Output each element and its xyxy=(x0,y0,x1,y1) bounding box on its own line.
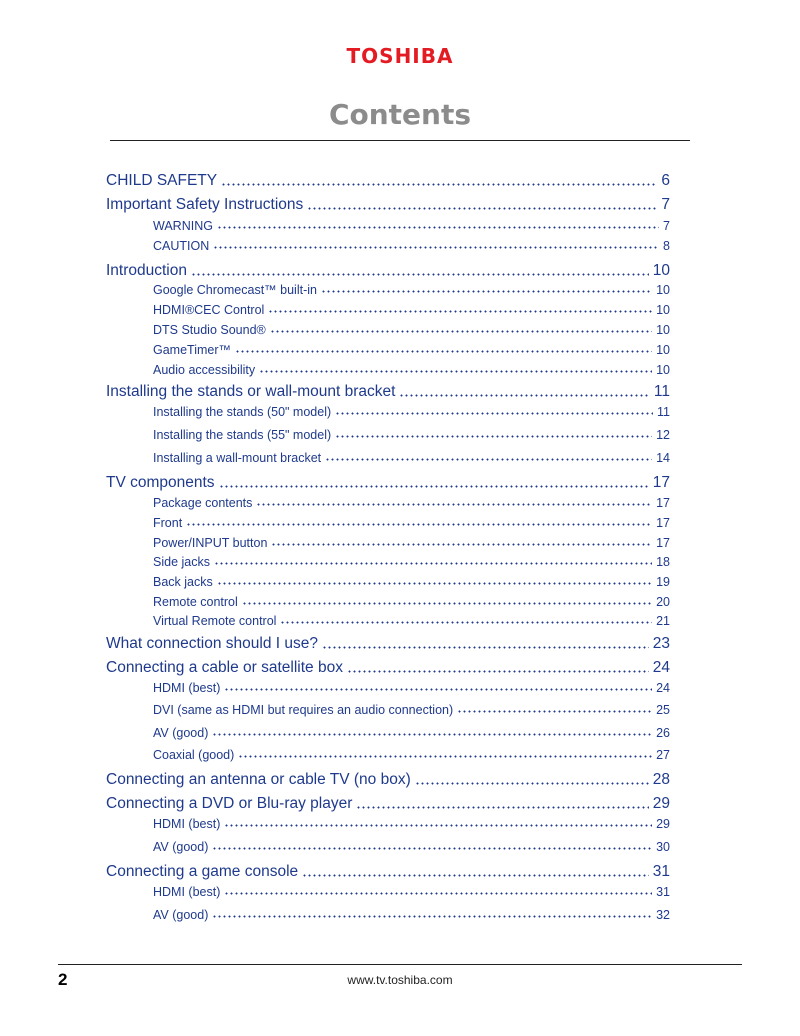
toc-entry-page: 17 xyxy=(652,474,670,491)
toc-entry-label: Front xyxy=(153,516,183,530)
dot-leader xyxy=(212,915,652,918)
toc-entry-label: HDMI®CEC Control xyxy=(153,303,265,317)
toc-entry-page: 21 xyxy=(656,614,670,628)
toc-entry-page: 10 xyxy=(656,343,670,357)
dot-leader xyxy=(186,523,652,526)
toc-entry-page: 17 xyxy=(656,536,670,550)
toc-entry-label: Connecting a DVD or Blu-ray player xyxy=(106,795,353,812)
toc-entry-label: Package contents xyxy=(153,496,253,510)
toc-entry-page: 10 xyxy=(656,363,670,377)
toc-entry-label: Connecting a game console xyxy=(106,863,299,880)
toc-entry-label: Coaxial (good) xyxy=(153,748,235,762)
toc-subsection[interactable] xyxy=(153,726,670,740)
footer-url[interactable]: www.tv.toshiba.com xyxy=(347,973,453,987)
toc-entry-label: Connecting a cable or satellite box xyxy=(106,659,343,676)
toc-subsection[interactable] xyxy=(153,219,670,233)
toc-subsection[interactable] xyxy=(153,817,670,831)
toc-entry-page: 19 xyxy=(656,575,670,589)
dot-leader xyxy=(242,602,652,605)
toc-entry-page: 7 xyxy=(661,196,670,213)
toc-entry-label: HDMI (best) xyxy=(153,681,221,695)
toc-subsection[interactable] xyxy=(153,748,670,762)
toc-entry-page: 10 xyxy=(656,283,670,297)
toc-entry-page: 11 xyxy=(653,383,670,400)
toc-section[interactable] xyxy=(106,383,670,401)
dot-leader xyxy=(224,688,652,691)
toc-entry-page: 31 xyxy=(652,863,670,880)
dot-leader xyxy=(214,562,652,565)
toc-entry-label: Important Safety Instructions xyxy=(106,196,304,213)
toc-subsection[interactable] xyxy=(153,343,670,357)
toc-section[interactable] xyxy=(106,863,670,881)
toc-entry-page: 31 xyxy=(656,885,670,899)
toc-section[interactable] xyxy=(106,172,670,190)
toc-entry-label: GameTimer™ xyxy=(153,343,232,357)
toc-entry-page: 32 xyxy=(656,908,670,922)
toc-entry-page: 8 xyxy=(663,239,670,253)
dot-leader xyxy=(415,782,649,785)
toc-entry-label: Back jacks xyxy=(153,575,213,589)
toc-entry-page: 10 xyxy=(656,303,670,317)
toc-entry-label: CAUTION xyxy=(153,239,210,253)
footer-divider xyxy=(58,964,742,965)
toc-entry-page: 25 xyxy=(656,703,670,717)
toc-entry-label: CHILD SAFETY xyxy=(106,172,218,189)
brand-logo: TOSHIBA xyxy=(346,44,454,68)
toc-entry-page: 20 xyxy=(656,595,670,609)
toc-entry-label: Introduction xyxy=(106,262,187,279)
toc-entry-label: AV (good) xyxy=(153,840,209,854)
toc-entry-page: 7 xyxy=(663,219,670,233)
dot-leader xyxy=(238,755,652,758)
dot-leader xyxy=(212,733,652,736)
toc-entry-page: 17 xyxy=(656,496,670,510)
dot-leader xyxy=(270,330,652,333)
dot-leader xyxy=(256,503,652,506)
toc-entry-page: 17 xyxy=(656,516,670,530)
toc-entry-page: 29 xyxy=(656,817,670,831)
toc-subsection[interactable] xyxy=(153,595,670,609)
toc-entry-label: Side jacks xyxy=(153,555,210,569)
dot-leader xyxy=(325,458,652,461)
toc-entry-label: What connection should I use? xyxy=(106,635,318,652)
toc-entry-label: AV (good) xyxy=(153,726,209,740)
dot-leader xyxy=(217,226,659,229)
toc-entry-label: Installing a wall-mount bracket xyxy=(153,451,322,465)
toc-entry-label: HDMI (best) xyxy=(153,885,221,899)
toc-entry-label: HDMI (best) xyxy=(153,817,221,831)
toc-section[interactable] xyxy=(106,659,670,677)
toc-section[interactable] xyxy=(106,771,670,789)
toc-entry-label: AV (good) xyxy=(153,908,209,922)
dot-leader xyxy=(213,246,659,249)
toc-entry-label: Installing the stands or wall-mount bracket xyxy=(106,383,396,400)
page-title: Contents xyxy=(328,98,472,131)
toc-subsection[interactable] xyxy=(153,428,670,442)
toc-entry-label: WARNING xyxy=(153,219,213,233)
header-divider xyxy=(110,140,690,141)
page-number: 2 xyxy=(58,970,68,989)
toc-entry-label: Power/INPUT button xyxy=(153,536,268,550)
toc-entry-label: Installing the stands (55" model) xyxy=(153,428,332,442)
dot-leader xyxy=(302,874,649,877)
dot-leader xyxy=(191,273,649,276)
dot-leader xyxy=(321,290,652,293)
toc-entry-page: 12 xyxy=(656,428,670,442)
toc-subsection[interactable] xyxy=(153,516,670,530)
toc-entry-label: Google Chromecast™ built-in xyxy=(153,283,317,297)
toc-section[interactable] xyxy=(106,196,670,214)
dot-leader xyxy=(271,543,652,546)
toc-subsection[interactable] xyxy=(153,283,670,297)
dot-leader xyxy=(212,847,652,850)
toc-subsection[interactable] xyxy=(153,323,670,337)
toc-entry-page: 11 xyxy=(657,405,670,419)
toc-section[interactable] xyxy=(106,795,670,813)
toc-subsection[interactable] xyxy=(153,451,670,465)
dot-leader xyxy=(259,370,652,373)
toc-subsection[interactable] xyxy=(153,908,670,922)
toc-entry-page: 23 xyxy=(652,635,670,652)
toc-entry-label: TV components xyxy=(106,474,215,491)
dot-leader xyxy=(399,394,649,397)
toc-entry-label: Connecting an antenna or cable TV (no box) xyxy=(106,771,411,788)
toc-entry-page: 6 xyxy=(661,172,670,189)
toc-subsection[interactable] xyxy=(153,681,670,695)
toc-entry-page: 29 xyxy=(652,795,670,812)
toc-subsection[interactable] xyxy=(153,363,670,377)
toc-entry-page: 10 xyxy=(656,323,670,337)
toc-entry-page: 18 xyxy=(656,555,670,569)
toc-section[interactable] xyxy=(106,474,670,492)
toc-entry-label: Audio accessibility xyxy=(153,363,256,377)
toc-entry-label: Remote control xyxy=(153,595,238,609)
toc-entry-page: 28 xyxy=(652,771,670,788)
dot-leader xyxy=(217,582,652,585)
toc-subsection[interactable] xyxy=(153,614,670,628)
toc-entry-page: 24 xyxy=(656,681,670,695)
dot-leader xyxy=(224,824,652,827)
dot-leader xyxy=(307,207,657,210)
dot-leader xyxy=(235,350,652,353)
dot-leader xyxy=(335,412,653,415)
dot-leader xyxy=(347,670,649,673)
toc-subsection[interactable] xyxy=(153,303,670,317)
dot-leader xyxy=(268,310,652,313)
dot-leader xyxy=(219,485,649,488)
toc-entry-page: 10 xyxy=(652,262,670,279)
dot-leader xyxy=(322,646,649,649)
toc-section[interactable] xyxy=(106,262,670,280)
toc-section[interactable] xyxy=(106,635,670,653)
toc-entry-label: Installing the stands (50" model) xyxy=(153,405,332,419)
toc-entry-label: DTS Studio Sound® xyxy=(153,323,266,337)
dot-leader xyxy=(224,892,652,895)
toc-subsection[interactable] xyxy=(153,239,670,253)
toc-entry-label: Virtual Remote control xyxy=(153,614,277,628)
toc-entry-page: 30 xyxy=(656,840,670,854)
dot-leader xyxy=(335,435,652,438)
toc-subsection[interactable] xyxy=(153,885,670,899)
dot-leader xyxy=(221,183,657,186)
dot-leader xyxy=(356,806,648,809)
toc-subsection[interactable] xyxy=(153,536,670,550)
toc-entry-label: DVI (same as HDMI but requires an audio connection) xyxy=(153,703,454,717)
toc-subsection[interactable] xyxy=(153,496,670,510)
dot-leader xyxy=(280,621,652,624)
toc-subsection[interactable] xyxy=(153,405,670,419)
toc-entry-page: 24 xyxy=(652,659,670,676)
toc-subsection[interactable] xyxy=(153,555,670,569)
toc-entry-page: 27 xyxy=(656,748,670,762)
dot-leader xyxy=(457,710,652,713)
toc-entry-page: 26 xyxy=(656,726,670,740)
toc-subsection[interactable] xyxy=(153,703,670,717)
toc-subsection[interactable] xyxy=(153,575,670,589)
toc-entry-page: 14 xyxy=(656,451,670,465)
toc-subsection[interactable] xyxy=(153,840,670,854)
